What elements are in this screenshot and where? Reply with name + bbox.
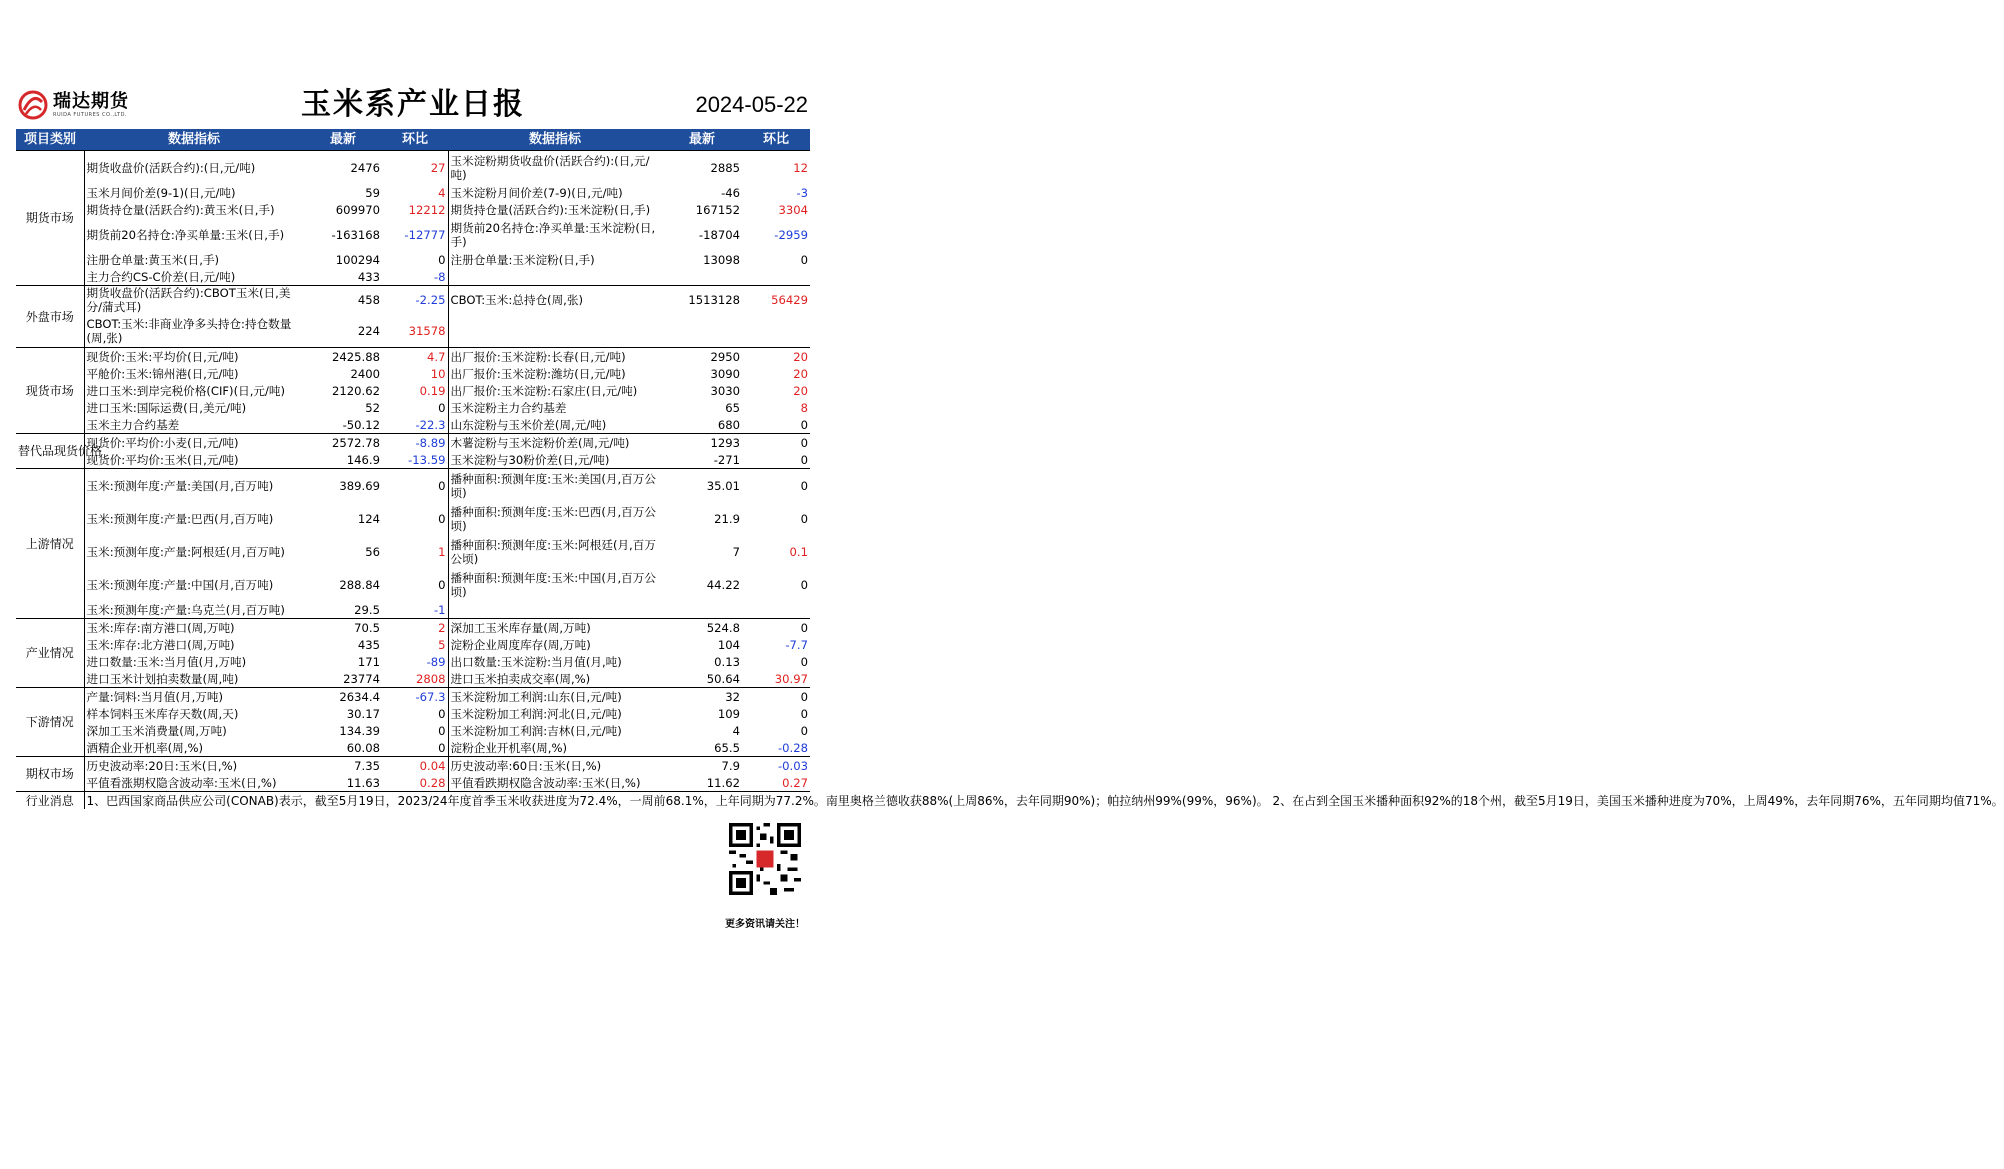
change-value: 0 [800,252,808,267]
latest-value: 2476 [304,151,382,185]
latest-value [662,268,742,286]
indicator-name: 期货前20名持仓:净买单量:玉米(日,手) [86,227,285,242]
change-value: -89 [382,653,448,670]
change-value: 0 [382,568,448,601]
indicator-name: 玉米淀粉期货收盘价(活跃合约):(日,元/吨) [448,151,662,185]
change-value: -22.3 [382,416,448,434]
indicator-name: CBOT:玉米:总持仓(周,张) [448,286,662,315]
table-row [16,705,810,722]
indicator-name: 玉米淀粉加工利润:吉林(日,元/吨) [450,723,622,738]
category-label: 期货市场 [16,151,84,286]
latest-value: 2425.88 [304,348,382,366]
table-row [16,399,810,416]
latest-value: -271 [713,452,740,467]
change-value: 4 [382,184,448,201]
table-row [16,451,810,469]
latest-value: 44.22 [706,577,740,592]
change-value: 0 [742,434,810,452]
category-label: 行业消息 [16,792,84,810]
latest-value: 35.01 [662,469,742,503]
change-value: 0 [382,739,448,757]
change-value [742,601,810,619]
latest-value: 2400 [350,366,380,381]
change-value: 0 [742,619,810,637]
latest-value: 11.62 [706,775,740,790]
indicator-name: 平值看跌期权隐含波动率:玉米(日,%) [450,775,641,790]
indicator-name: 历史波动率:20日:玉米(日,%) [84,757,304,775]
latest-value: 65 [725,400,740,415]
change-value: 0 [800,577,808,592]
indicator-name: 期货收盘价(活跃合约):(日,元/吨) [84,151,304,185]
table-row [16,416,810,434]
table-row [16,184,810,201]
latest-value: 433 [357,269,380,284]
table-row [16,535,810,568]
table-row [16,268,810,286]
table-row [16,636,810,653]
latest-value: 32 [662,688,742,706]
column-header: 项目类别 [16,129,84,151]
column-header: 数据指标 [448,129,662,151]
table-body [16,151,2004,810]
change-value: 0 [800,723,808,738]
change-value: 0 [382,469,448,503]
table-row [16,151,810,185]
change-value: -1 [382,601,448,619]
qr-code-icon [729,823,801,895]
indicator-name: 期货持仓量(活跃合约):黄玉米(日,手) [86,202,275,217]
latest-value: 1513128 [662,286,742,315]
category-label: 替代品现货价格 [16,434,84,469]
indicator-name: 出厂报价:玉米淀粉:潍坊(日,元/吨) [450,366,626,381]
table-row [16,382,810,399]
change-value: 0 [800,706,808,721]
change-value: 12212 [382,201,448,218]
latest-value: 146.9 [346,452,380,467]
indicator-name: 木薯淀粉与玉米淀粉价差(周,元/吨) [448,434,662,452]
latest-value: -46 [721,185,740,200]
indicator-name: 样本饲料玉米库存天数(周,天) [86,706,239,721]
change-value: 20 [742,348,810,366]
table-row [16,653,810,670]
indicator-name: 玉米主力合约基差 [86,417,180,432]
latest-value: 100294 [335,252,380,267]
latest-value: -50.12 [342,417,380,432]
column-header: 环比 [382,129,448,151]
latest-value: 224 [357,323,380,338]
indicator-name: 注册仓单量:黄玉米(日,手) [86,252,220,267]
latest-value: 2120.62 [332,383,380,398]
latest-value: 524.8 [662,619,742,637]
table-row [16,201,810,218]
latest-value: 13098 [703,252,740,267]
change-value: -8 [382,268,448,286]
indicator-name: 出厂报价:玉米淀粉:长春(日,元/吨) [448,348,662,366]
latest-value: 23774 [343,671,380,686]
indicator-name: 玉米淀粉加工利润:山东(日,元/吨) [448,688,662,706]
latest-value: 7.35 [304,757,382,775]
change-value: -13.59 [382,451,448,469]
table-row [16,774,810,792]
category-label: 现货市场 [16,348,84,434]
latest-value: 50.64 [706,671,740,686]
change-value: -2959 [774,227,808,242]
latest-value: 7 [732,544,740,559]
data-table [16,129,2004,809]
change-value: 0 [800,511,808,526]
change-value: 0 [742,688,810,706]
table-row [16,314,810,348]
table-row [16,469,810,503]
change-value: -0.28 [778,740,808,755]
change-value: 0 [800,417,808,432]
change-value: 2 [382,619,448,637]
latest-value: 134.39 [339,723,380,738]
change-value [742,268,810,286]
column-header: 最新 [304,129,382,151]
indicator-name: 历史波动率:60日:玉米(日,%) [448,757,662,775]
indicator-name [448,601,662,619]
change-value: 0 [742,469,810,503]
indicator-name: 玉米:预测年度:产量:美国(月,百万吨) [84,469,304,503]
latest-value: 389.69 [304,469,382,503]
latest-value: 458 [304,286,382,315]
indicator-name: 现货价:玉米:平均价(日,元/吨) [84,348,304,366]
indicator-name: 玉米淀粉月间价差(7-9)(日,元/吨) [450,185,623,200]
change-value: 0 [382,251,448,268]
table-row [16,722,810,739]
latest-value: 124 [357,511,380,526]
latest-value: 3030 [710,383,740,398]
latest-value: 60.08 [346,740,380,755]
latest-value: 21.9 [714,511,740,526]
change-value: -8.89 [382,434,448,452]
latest-value: 65.5 [714,740,740,755]
indicator-name: 玉米淀粉与30粉价差(日,元/吨) [450,452,610,467]
category-label: 期权市场 [16,757,84,792]
news-text: 1、巴西国家商品供应公司(CONAB)表示，截至5月19日，2023/24年度首季玉米收获进度为72.4%，一周前68.1%，上年同期为77.2%。南里奥格兰德收获88%(上周86%，去年同期90%)；帕拉纳州99%(99%，96%)。 2、在占到全国玉米播种面积92%的18个州，截至5月19日，美国玉米播种进度为70%，上周49%，去年同期76%，五年同期均值71%。 [86,793,2004,808]
change-value [742,314,810,348]
change-value: 31578 [382,314,448,348]
change-value: 56429 [742,286,810,315]
logo-name-en: RUIDA FUTURES CO.,LTD. [53,111,128,118]
change-value: -0.03 [742,757,810,775]
qr-code [720,823,810,930]
change-value: 0 [800,654,808,669]
latest-value [662,314,742,348]
change-value: 0.28 [382,774,448,792]
latest-value: 167152 [695,202,740,217]
indicator-name: 播种面积:预测年度:玉米:巴西(月,百万公顷) [450,504,656,533]
change-value: 4.7 [382,348,448,366]
indicator-name: 期货收盘价(活跃合约):CBOT玉米(日,美分/蒲式耳) [84,286,304,315]
latest-value: 11.63 [346,775,380,790]
change-value: 1 [382,535,448,568]
change-value: -12777 [382,218,448,251]
latest-value: 171 [357,654,380,669]
table-header-row [16,129,810,151]
latest-value: -163168 [331,227,380,242]
indicator-name: 酒精企业开机率(周,%) [86,740,203,755]
change-value: 3304 [778,202,808,217]
latest-value: 2885 [662,151,742,185]
indicator-name: 现货价:平均价:玉米(日,元/吨) [86,452,239,467]
latest-value: -18704 [698,227,740,242]
indicator-name: 深加工玉米库存量(周,万吨) [448,619,662,637]
indicator-name: 产量:饲料:当月值(月,万吨) [84,688,304,706]
category-label: 产业情况 [16,619,84,688]
column-header: 最新 [662,129,742,151]
change-value: 0 [382,722,448,739]
change-value: 2808 [382,670,448,688]
table-row [16,286,810,315]
table-row [16,365,810,382]
change-value: 0 [382,705,448,722]
change-value: 10 [382,365,448,382]
table-row [16,739,810,757]
latest-value: 59 [365,185,380,200]
change-value: 0.19 [382,382,448,399]
change-value: 0.27 [782,775,808,790]
latest-value: 435 [357,637,380,652]
indicator-name: 深加工玉米消费量(周,万吨) [86,723,227,738]
latest-value: 1293 [662,434,742,452]
change-value: -2.25 [382,286,448,315]
table-row [16,601,810,619]
change-value: 12 [742,151,810,185]
table-row [16,434,810,452]
indicator-name: 进口玉米:到岸完税价格(CIF)(日,元/吨) [86,383,285,398]
table-row [16,502,810,535]
latest-value: 56 [365,544,380,559]
change-value: 0.04 [382,757,448,775]
qr-caption: 更多资讯请关注！ [725,919,805,930]
indicator-name: 玉米:预测年度:产量:乌克兰(月,百万吨) [86,602,285,617]
latest-value: 288.84 [339,577,380,592]
indicator-name: 玉米:预测年度:产量:阿根廷(月,百万吨) [86,544,285,559]
change-value: 0.1 [789,544,808,559]
news-row [16,792,810,810]
change-value: 27 [382,151,448,185]
indicator-name: 播种面积:预测年度:玉米:中国(月,百万公顷) [450,570,656,599]
indicator-name: 出口数量:玉米淀粉:当月值(月,吨) [450,654,622,669]
indicator-name: 玉米:预测年度:产量:巴西(月,百万吨) [86,511,274,526]
indicator-name: 主力合约CS-C价差(日,元/吨) [86,269,236,284]
indicator-name [448,268,662,286]
indicator-name: CBOT:玉米:非商业净多头持仓:持仓数量(周,张) [86,316,292,345]
category-label: 外盘市场 [16,286,84,348]
column-header: 环比 [742,129,810,151]
indicator-name: 玉米:预测年度:产量:中国(月,百万吨) [86,577,274,592]
latest-value: 4 [732,723,740,738]
category-label: 下游情况 [16,688,84,757]
latest-value [662,601,742,619]
table-row [16,619,810,637]
indicator-name: 平值看涨期权隐含波动率:玉米(日,%) [86,775,277,790]
indicator-name: 玉米淀粉主力合约基差 [450,400,567,415]
latest-value: 2950 [662,348,742,366]
indicator-name: 出厂报价:玉米淀粉:石家庄(日,元/吨) [450,383,638,398]
industry-news [84,792,2004,810]
latest-value: 109 [717,706,740,721]
category-label: 上游情况 [16,469,84,619]
table-row [16,251,810,268]
indicator-name: 淀粉企业开机率(周,%) [450,740,567,755]
indicator-name: 期货前20名持仓:净买单量:玉米淀粉(日,手) [450,220,656,249]
indicator-name: 期货持仓量(活跃合约):玉米淀粉(日,手) [450,202,651,217]
indicator-name: 注册仓单量:玉米淀粉(日,手) [450,252,595,267]
latest-value: 7.9 [662,757,742,775]
indicator-name: 进口玉米拍卖成交率(周,%) [450,671,591,686]
indicator-name: 进口玉米计划拍卖数量(周,吨) [86,671,239,686]
change-value: 5 [382,636,448,653]
indicator-name: 播种面积:预测年度:玉米:阿根廷(月,百万公顷) [450,537,656,566]
latest-value: 30.17 [346,706,380,721]
change-value: 0 [382,502,448,535]
change-value: 0 [800,452,808,467]
indicator-name: 玉米月间价差(9-1)(日,元/吨) [86,185,236,200]
indicator-name: 现货价:平均价:小麦(日,元/吨) [84,434,304,452]
latest-value: 609970 [335,202,380,217]
change-value: 0 [382,399,448,416]
change-value: -7.7 [785,637,808,652]
indicator-name: 玉米:库存:北方港口(周,万吨) [86,637,235,652]
indicator-name [448,314,662,348]
table-row [16,670,810,688]
indicator-name: 进口数量:玉米:当月值(月,万吨) [86,654,247,669]
change-value: -67.3 [382,688,448,706]
latest-value: 680 [717,417,740,432]
table-row [16,757,810,775]
column-header: 数据指标 [84,129,304,151]
table-row [16,568,810,601]
indicator-name: 玉米淀粉加工利润:河北(日,元/吨) [450,706,622,721]
indicator-name: 山东淀粉与玉米价差(周,元/吨) [450,417,607,432]
latest-value: 104 [717,637,740,652]
change-value: 8 [800,400,808,415]
indicator-name: 进口玉米:国际运费(日,美元/吨) [86,400,247,415]
indicator-name: 淀粉企业周度库存(周,万吨) [450,637,591,652]
latest-value: 0.13 [714,654,740,669]
report-title: 玉米系产业日报 [301,87,525,122]
change-value: 20 [793,366,808,381]
latest-value: 70.5 [304,619,382,637]
change-value: 30.97 [774,671,808,686]
change-value: -3 [796,185,808,200]
indicator-name: 平舱价:玉米:锦州港(日,元/吨) [86,366,239,381]
latest-value: 3090 [710,366,740,381]
report-date: 2024-05-22 [695,92,808,117]
latest-value: 52 [365,400,380,415]
indicator-name: 播种面积:预测年度:玉米:美国(月,百万公顷) [448,469,662,503]
indicator-name: 玉米:库存:南方港口(周,万吨) [84,619,304,637]
latest-value: 2572.78 [304,434,382,452]
table-row [16,348,810,366]
change-value: 20 [793,383,808,398]
table-row [16,688,810,706]
latest-value: 2634.4 [304,688,382,706]
latest-value: 29.5 [354,602,380,617]
logo-name: 瑞达期货 [53,90,129,112]
table-row [16,218,810,251]
